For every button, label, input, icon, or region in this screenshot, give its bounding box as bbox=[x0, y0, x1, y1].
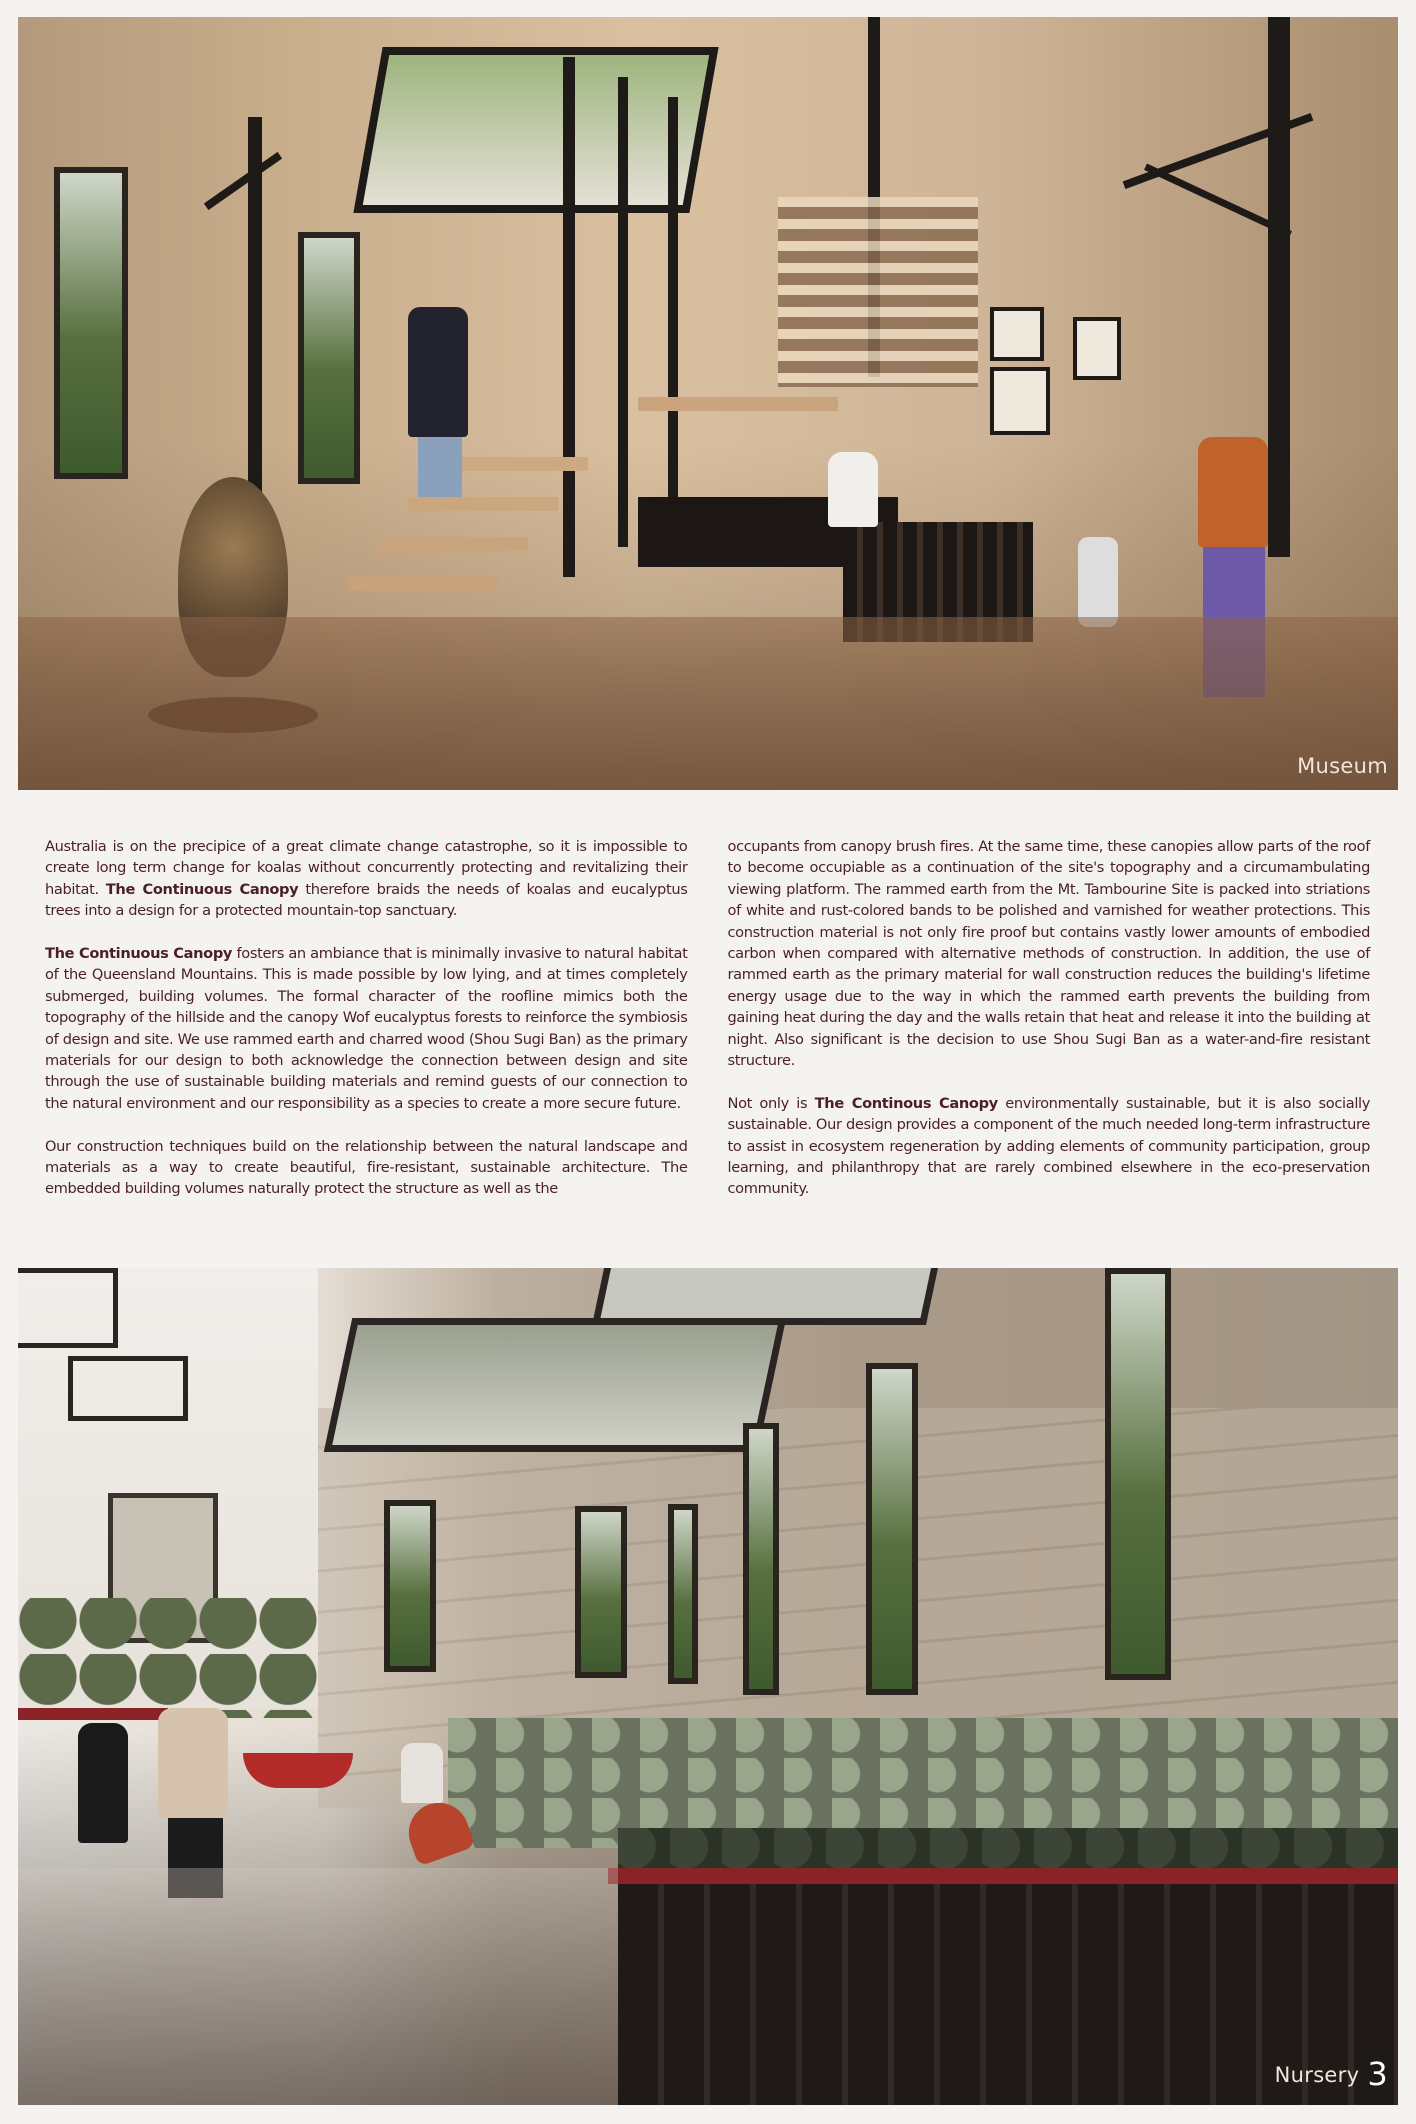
caption-label: Museum bbox=[1297, 754, 1388, 778]
nursery-caption bbox=[1275, 2055, 1388, 2093]
child-figure bbox=[1078, 537, 1118, 627]
paragraph: Not only is The Continous Canopy environmentally sustainable, but it is also socially sustainable. Our design provides a component of the much needed long-term infrastructure to assist in ecosystem regeneration by adding elements of community participation, group learning, and philanthropy that are rarely combined elsewhere in the eco-preservation community. bbox=[727, 1094, 1371, 1198]
pendant-light-frame bbox=[68, 1356, 188, 1421]
planter-red-edge bbox=[608, 1868, 1398, 1884]
caption-label: Nursery bbox=[1274, 2063, 1360, 2087]
worker-figure bbox=[401, 1743, 443, 1803]
framed-artwork bbox=[990, 307, 1044, 361]
window bbox=[743, 1423, 779, 1695]
left-column bbox=[45, 836, 688, 1221]
paragraph: occupants from canopy brush fires. At the same time, these canopies allow parts of the roof to become occupiable as a continuation of the site's topography and a circumambulating viewing platform. The rammed earth from the Mt. Tambourine Site is packed into striations of white and rust-colored bands to be polished and varnished for weather protections. This construction material is not only fire proof but contains vastly lower amounts of embodied carbon when compared with alternative methods of construction. In addition, the use of rammed earth as the primary material for wall construction reduces the building's lifetime energy usage due to the way in which the rammed earth prevents the building from gaining heat during the day and the walls retain that heat and release it into the building at night. Also significant is the decision to use Shou Sugi Ban as a water-and-fire resistant structure. bbox=[727, 838, 1370, 1070]
charred-branch bbox=[204, 152, 282, 210]
paragraph: The Continuous Canopy fosters an ambiance that is minimally invasive to natural habitat of the Queensland Mountains. This is made possible by low lying, and at times completely submerged, building volumes. The formal character of the roofline mimics both the topography of the hillside and the canopy Wof eucalyptus forests to reinforce the symbiosis of design and site. We use rammed earth and charred wood (Shou Sugi Ban) as the primary materials for our design to both acknowledge the connection between design and site through the use of sustainable building materials and remind guests of our connection to the natural environment and our responsibility as a species to create a more secure future. bbox=[45, 945, 688, 1112]
skylight bbox=[353, 47, 718, 213]
museum-render-image bbox=[18, 17, 1398, 790]
visitor-figure bbox=[828, 452, 878, 527]
stair-tread bbox=[348, 577, 498, 591]
visitor-figure bbox=[78, 1723, 128, 1843]
skylight bbox=[324, 1318, 786, 1452]
charred-wood-column bbox=[668, 97, 678, 537]
upper-staircase bbox=[778, 197, 978, 387]
polished-floor bbox=[18, 617, 1398, 790]
description-text bbox=[45, 836, 1370, 1221]
project-name: The Continuous Canopy bbox=[105, 880, 299, 898]
table-red-edge bbox=[18, 1708, 168, 1720]
window bbox=[668, 1504, 698, 1684]
page-number: 3 bbox=[1367, 2055, 1388, 2093]
charred-wood-column bbox=[1268, 17, 1290, 557]
window bbox=[1105, 1268, 1171, 1680]
window bbox=[575, 1506, 627, 1678]
stair-tread bbox=[408, 497, 558, 511]
project-name: The Continuous Canopy bbox=[45, 945, 233, 963]
nursery-render-image bbox=[18, 1268, 1398, 2105]
window bbox=[54, 167, 128, 479]
paragraph: Australia is on the precipice of a great climate change catastrophe, so it is impossible to create long term change for koalas without concurrently protecting and revitalizing their habitat. The Continuous Canopy therefore braids the needs of koalas and eucalyptus trees into a design for a protected mountain-top sanctuary. bbox=[45, 838, 688, 920]
stair-tread bbox=[378, 537, 528, 551]
framed-artwork bbox=[990, 367, 1050, 435]
museum-caption bbox=[1297, 754, 1388, 778]
window bbox=[866, 1363, 918, 1695]
window bbox=[384, 1500, 436, 1672]
polished-floor bbox=[18, 1868, 618, 2105]
potted-trees bbox=[18, 1598, 318, 1718]
skylight bbox=[592, 1268, 938, 1325]
right-column bbox=[728, 836, 1371, 1221]
visitor-figure bbox=[418, 437, 462, 497]
visitor-figure bbox=[1198, 437, 1268, 547]
charred-wood-column bbox=[563, 57, 575, 577]
project-name: The Continous Canopy bbox=[814, 1094, 998, 1112]
paragraph: Our construction techniques build on the relationship between the natural landscape and materials as a way to create beautiful, fire-resistant, sustainable architecture. The embedded building volumes naturally protect the structure as well as the bbox=[45, 1137, 688, 1198]
visitor-figure bbox=[408, 307, 468, 437]
window bbox=[298, 232, 360, 484]
framed-artwork bbox=[1073, 317, 1121, 380]
charred-wood-column bbox=[618, 77, 628, 547]
visitor-figure bbox=[158, 1708, 228, 1818]
pendant-light-frame bbox=[18, 1268, 118, 1348]
stair-landing bbox=[638, 397, 838, 411]
